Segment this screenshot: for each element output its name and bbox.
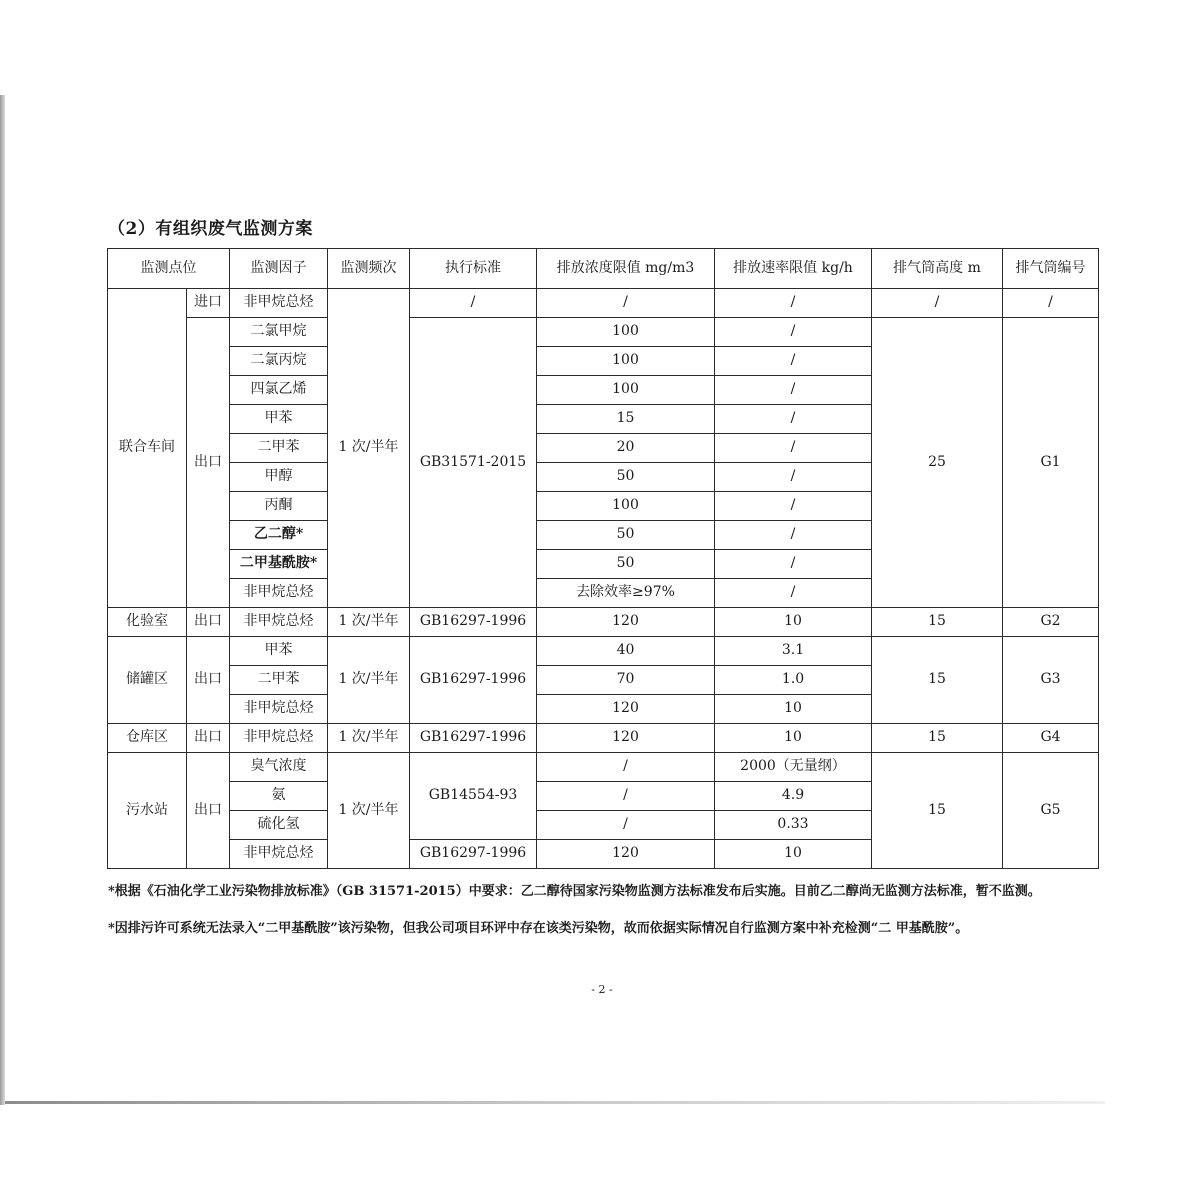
factor-cell-ethylene-glycol: 乙二醇* xyxy=(230,521,328,550)
freq-cell: 1 次/半年 xyxy=(328,637,410,724)
stack-id-cell: G2 xyxy=(1003,608,1099,637)
height-cell: 15 xyxy=(872,724,1003,753)
rate-cell: 10 xyxy=(715,695,872,724)
scan-left-edge xyxy=(0,95,5,1105)
conc-cell: / xyxy=(537,753,715,782)
point-cell: 污水站 xyxy=(108,753,187,869)
position-cell: 出口 xyxy=(187,724,230,753)
conc-cell: 100 xyxy=(537,492,715,521)
position-cell: 出口 xyxy=(187,637,230,724)
rate-cell: / xyxy=(715,521,872,550)
freq-cell: 1 次/半年 xyxy=(328,289,410,608)
factor-cell: 丙酮 xyxy=(230,492,328,521)
factor-cell: 臭气浓度 xyxy=(230,753,328,782)
rate-cell: 10 xyxy=(715,608,872,637)
height-cell: 15 xyxy=(872,608,1003,637)
header-stack-id: 排气筒编号 xyxy=(1003,249,1099,289)
standard-cell: / xyxy=(410,289,537,318)
conc-cell: 120 xyxy=(537,840,715,869)
conc-cell: 120 xyxy=(537,608,715,637)
rate-cell: 1.0 xyxy=(715,666,872,695)
header-row xyxy=(108,249,1099,289)
footnote-ethylene-glycol: *根据《石油化学工业污染物排放标准》（GB 31571-2015）中要求：乙二醇待国家污染物监测方法标准发布后实施。目前乙二醇尚无监测方法标准，暂不监测。 xyxy=(108,884,1041,899)
standard-cell: GB16297-1996 xyxy=(410,637,537,724)
conc-cell: 去除效率≥97% xyxy=(537,579,715,608)
page-number: - 2 - xyxy=(591,983,613,996)
standard-cell: GB16297-1996 xyxy=(410,608,537,637)
table-row xyxy=(108,637,1099,666)
conc-cell: / xyxy=(537,782,715,811)
standard-cell: GB16297-1996 xyxy=(410,724,537,753)
factor-cell: 甲醇 xyxy=(230,463,328,492)
rate-cell: 0.33 xyxy=(715,811,872,840)
conc-cell: / xyxy=(537,289,715,318)
height-cell: / xyxy=(872,289,1003,318)
rate-cell: 2000（无量纲） xyxy=(715,753,872,782)
table-row xyxy=(108,608,1099,637)
factor-cell-dimethylformamide: 二甲基酰胺* xyxy=(230,550,328,579)
footnote-dimethylformamide: *因排污许可系统无法录入“二甲基酰胺”该污染物，但我公司项目环评中存在该类污染物，故而依据实际情况自行监测方案中补充检测“二 甲基酰胺”。 xyxy=(108,921,969,936)
header-freq: 监测频次 xyxy=(328,249,410,289)
factor-cell: 非甲烷总烃 xyxy=(230,724,328,753)
rate-cell: / xyxy=(715,405,872,434)
point-cell: 化验室 xyxy=(108,608,187,637)
factor-cell: 硫化氢 xyxy=(230,811,328,840)
rate-cell: / xyxy=(715,434,872,463)
header-point: 监测点位 xyxy=(108,249,230,289)
factor-cell: 非甲烷总烃 xyxy=(230,289,328,318)
standard-cell: GB16297-1996 xyxy=(410,840,537,869)
monitoring-table xyxy=(107,248,1099,869)
rate-cell: / xyxy=(715,318,872,347)
scan-bottom-edge xyxy=(5,1101,1105,1104)
point-cell: 仓库区 xyxy=(108,724,187,753)
rate-cell: / xyxy=(715,550,872,579)
header-rate: 排放速率限值 kg/h xyxy=(715,249,872,289)
height-cell: 15 xyxy=(872,637,1003,724)
rate-cell: / xyxy=(715,376,872,405)
position-cell: 出口 xyxy=(187,753,230,869)
table-row xyxy=(108,318,1099,347)
factor-cell: 非甲烷总烃 xyxy=(230,608,328,637)
rate-cell: 10 xyxy=(715,724,872,753)
conc-cell: 100 xyxy=(537,318,715,347)
point-cell: 联合车间 xyxy=(108,289,187,608)
rate-cell: 3.1 xyxy=(715,637,872,666)
rate-cell: / xyxy=(715,289,872,318)
factor-cell: 非甲烷总烃 xyxy=(230,840,328,869)
table-row xyxy=(108,289,1099,318)
header-height: 排气筒高度 m xyxy=(872,249,1003,289)
header-standard: 执行标准 xyxy=(410,249,537,289)
section-title: （2）有组织废气监测方案 xyxy=(108,219,313,239)
freq-cell: 1 次/半年 xyxy=(328,608,410,637)
position-cell: 出口 xyxy=(187,318,230,608)
freq-cell: 1 次/半年 xyxy=(328,724,410,753)
table-row xyxy=(108,753,1099,782)
factor-cell: 二氯甲烷 xyxy=(230,318,328,347)
factor-cell: 二氯丙烷 xyxy=(230,347,328,376)
conc-cell: / xyxy=(537,811,715,840)
header-conc: 排放浓度限值 mg/m3 xyxy=(537,249,715,289)
height-cell: 25 xyxy=(872,318,1003,608)
standard-cell: GB31571-2015 xyxy=(410,318,537,608)
standard-cell: GB14554-93 xyxy=(410,753,537,840)
factor-cell: 甲苯 xyxy=(230,637,328,666)
conc-cell: 50 xyxy=(537,463,715,492)
conc-cell: 50 xyxy=(537,521,715,550)
stack-id-cell: / xyxy=(1003,289,1099,318)
position-cell: 出口 xyxy=(187,608,230,637)
rate-cell: / xyxy=(715,579,872,608)
table-row xyxy=(108,724,1099,753)
factor-cell: 非甲烷总烃 xyxy=(230,579,328,608)
conc-cell: 15 xyxy=(537,405,715,434)
stack-id-cell: G1 xyxy=(1003,318,1099,608)
conc-cell: 100 xyxy=(537,376,715,405)
factor-cell: 二甲苯 xyxy=(230,434,328,463)
height-cell: 15 xyxy=(872,753,1003,869)
conc-cell: 100 xyxy=(537,347,715,376)
position-cell: 进口 xyxy=(187,289,230,318)
header-factor: 监测因子 xyxy=(230,249,328,289)
factor-cell: 二甲苯 xyxy=(230,666,328,695)
stack-id-cell: G4 xyxy=(1003,724,1099,753)
freq-cell: 1 次/半年 xyxy=(328,753,410,869)
stack-id-cell: G3 xyxy=(1003,637,1099,724)
factor-cell: 甲苯 xyxy=(230,405,328,434)
point-cell: 储罐区 xyxy=(108,637,187,724)
rate-cell: 4.9 xyxy=(715,782,872,811)
rate-cell: / xyxy=(715,347,872,376)
conc-cell: 50 xyxy=(537,550,715,579)
factor-cell: 氨 xyxy=(230,782,328,811)
factor-cell: 非甲烷总烃 xyxy=(230,695,328,724)
conc-cell: 20 xyxy=(537,434,715,463)
conc-cell: 120 xyxy=(537,695,715,724)
stack-id-cell: G5 xyxy=(1003,753,1099,869)
rate-cell: / xyxy=(715,492,872,521)
rate-cell: / xyxy=(715,463,872,492)
rate-cell: 10 xyxy=(715,840,872,869)
conc-cell: 120 xyxy=(537,724,715,753)
factor-cell: 四氯乙烯 xyxy=(230,376,328,405)
conc-cell: 70 xyxy=(537,666,715,695)
conc-cell: 40 xyxy=(537,637,715,666)
